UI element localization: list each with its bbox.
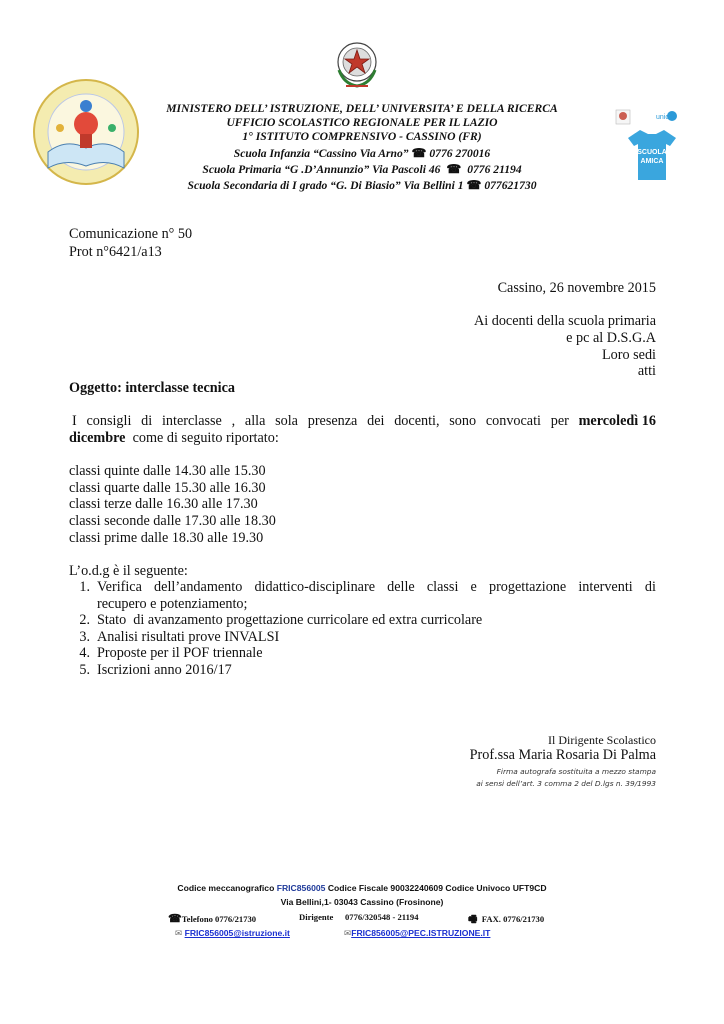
odg-word: progettazione	[488, 579, 567, 595]
intro-word: alla	[244, 413, 266, 429]
school-infanzia-name: Scuola Infanzia “Cassino Via Arno”	[233, 147, 409, 160]
odg-item	[69, 645, 656, 662]
footer-director-phone: 0776/320548 - 21194	[345, 912, 419, 922]
fax-icon: 🖷	[468, 914, 478, 925]
mail-icon: ✉	[344, 928, 352, 938]
intro-paragraph-line1	[69, 413, 656, 430]
signature-note: ai sensi dell’art. 3 comma 2 del D.lgs n. 39/1993	[476, 779, 656, 788]
odg-item-number: 4.	[79, 645, 90, 661]
email-link[interactable]: FRIC856005@istruzione.it	[184, 928, 290, 938]
school-secondaria-name: Scuola Secondaria di I grado “G. Di Biasio” Via Bellini 1	[187, 179, 464, 192]
odg-item-number: 3.	[79, 628, 90, 645]
subject-line: Oggetto: interclasse tecnica	[69, 380, 235, 396]
intro-word: presenza	[307, 413, 358, 429]
odg-intro: L’o.d.g è il seguente:	[69, 563, 188, 579]
footer-pec	[344, 928, 490, 939]
intro-word: sola	[275, 413, 298, 429]
school-code: FRIC856005	[276, 883, 326, 893]
footer-fax: 🖷 FAX. 0776/21730	[468, 914, 545, 925]
recipient-line: Loro sedi	[602, 347, 656, 363]
odg-item	[69, 579, 656, 596]
intro-word: consigli	[86, 413, 132, 429]
mail-icon: ✉	[175, 928, 183, 938]
odg-item-text: Proposte per il POF triennale	[97, 645, 263, 661]
intro-line2-rest: come di seguito riportato:	[125, 430, 279, 446]
office-heading: UFFICIO SCOLASTICO REGIONALE PER IL LAZIO	[226, 116, 498, 129]
italian-republic-emblem	[334, 40, 380, 92]
intro-word: ,	[231, 413, 236, 429]
school-infanzia-phone: 0776 270016	[429, 147, 491, 160]
school-primaria-line	[150, 162, 574, 177]
document-date: Cassino, 26 novembre 2015	[497, 280, 656, 296]
school-primaria-phone: 0776 21194	[467, 163, 522, 176]
school-secondaria-phone: 077621730	[484, 179, 537, 192]
odg-item-number: 5.	[79, 661, 90, 678]
ministry-heading: MINISTERO DELL’ ISTRUZIONE, DELL’ UNIVERSITA’ E DELLA RICERCA	[166, 102, 558, 115]
institute-heading: 1° ISTITUTO COMPRENSIVO - CASSINO (FR)	[242, 130, 482, 143]
school-logo	[32, 78, 140, 186]
schedule-line: classi terze dalle 16.30 alle 17.30	[69, 496, 258, 512]
intro-word: I	[72, 413, 77, 429]
odg-word: classi	[426, 579, 459, 595]
comunicazione-number: Comunicazione n° 50	[69, 226, 193, 242]
odg-word: interventi	[578, 579, 633, 595]
phone-icon: ☎	[466, 178, 482, 192]
intro-date-bold-cont: dicembre	[69, 430, 126, 446]
school-secondaria-line	[150, 178, 574, 193]
svg-text:SCUOLA: SCUOLA	[637, 149, 667, 156]
odg-word: e	[470, 579, 477, 595]
intro-word: per	[550, 413, 569, 429]
odg-word: dell’andamento	[154, 579, 243, 595]
odg-item-text	[97, 579, 656, 596]
schedule-line: classi seconde dalle 17.30 alle 18.30	[69, 513, 276, 529]
footer-email	[175, 928, 290, 939]
recipient-line: Ai docenti della scuola primaria	[473, 313, 656, 329]
intro-word: dei	[367, 413, 385, 429]
intro-word: convocati	[485, 413, 541, 429]
odg-item-text: Analisi risultati prove INVALSI	[97, 628, 280, 645]
odg-item	[69, 662, 656, 679]
odg-word: Verifica	[97, 579, 142, 595]
odg-word: delle	[387, 579, 415, 595]
odg-item-continuation	[69, 596, 656, 613]
intro-date-bold: mercoledì 16	[578, 413, 656, 429]
odg-list	[69, 579, 656, 678]
school-primaria-name: Scuola Primaria “G .D’Annunzio” Via Pascoli 46	[202, 163, 441, 176]
recipient-line: atti	[637, 363, 656, 379]
intro-word: di	[141, 413, 153, 429]
intro-word: interclasse	[161, 413, 222, 429]
recipient-line: e pc al D.S.G.A	[566, 330, 656, 346]
schedule-line: classi quarte dalle 15.30 alle 16.30	[69, 480, 266, 496]
signature-note: Firma autografa sostituita a mezzo stampa	[496, 767, 656, 776]
phone-icon: ☎	[411, 146, 427, 160]
intro-paragraph-line2	[69, 430, 279, 447]
intro-word: docenti,	[394, 413, 440, 429]
phone-icon: ☎	[443, 162, 465, 176]
odg-word: didattico-disciplinare	[254, 579, 375, 595]
odg-item-text: Iscrizioni anno 2016/17	[97, 661, 232, 678]
scuola-amica-logo	[612, 108, 692, 188]
schedule-line: classi prime dalle 18.30 alle 19.30	[69, 530, 264, 546]
odg-word: di	[644, 579, 656, 595]
intro-word: sono	[449, 413, 477, 429]
signature-name: Prof.ssa Maria Rosaria Di Palma	[469, 747, 656, 763]
svg-text:unicef: unicef	[656, 114, 675, 121]
footer-telephone: ☎Telefono 0776/21730	[168, 913, 257, 925]
footer-address: Via Bellini,1- 03043 Cassino (Frosinone)	[280, 897, 444, 907]
school-infanzia-line	[150, 146, 574, 161]
odg-item-text: Stato di avanzamento progettazione curricolare ed extra curricolare	[97, 612, 483, 628]
phone-icon: ☎	[168, 913, 182, 925]
protocol-number: Prot n°6421/a13	[69, 244, 162, 260]
footer-codes: Codice meccanografico FRIC856005 Codice Fiscale 90032240609 Codice Univoco UFT9CD	[177, 883, 547, 893]
signature-role: Il Dirigente Scolastico	[548, 733, 656, 747]
odg-item	[69, 612, 656, 629]
odg-item	[69, 629, 656, 646]
odg-item-number: 1.	[79, 579, 90, 595]
footer-director-label: Dirigente	[299, 912, 334, 922]
odg-item-number: 2.	[79, 612, 90, 628]
odg-item-text: recupero e potenziamento;	[97, 595, 248, 612]
schedule-line: classi quinte dalle 14.30 alle 15.30	[69, 463, 266, 479]
svg-text:AMICA: AMICA	[640, 158, 664, 165]
pec-link[interactable]: FRIC856005@PEC.ISTRUZIONE.IT	[351, 928, 491, 938]
